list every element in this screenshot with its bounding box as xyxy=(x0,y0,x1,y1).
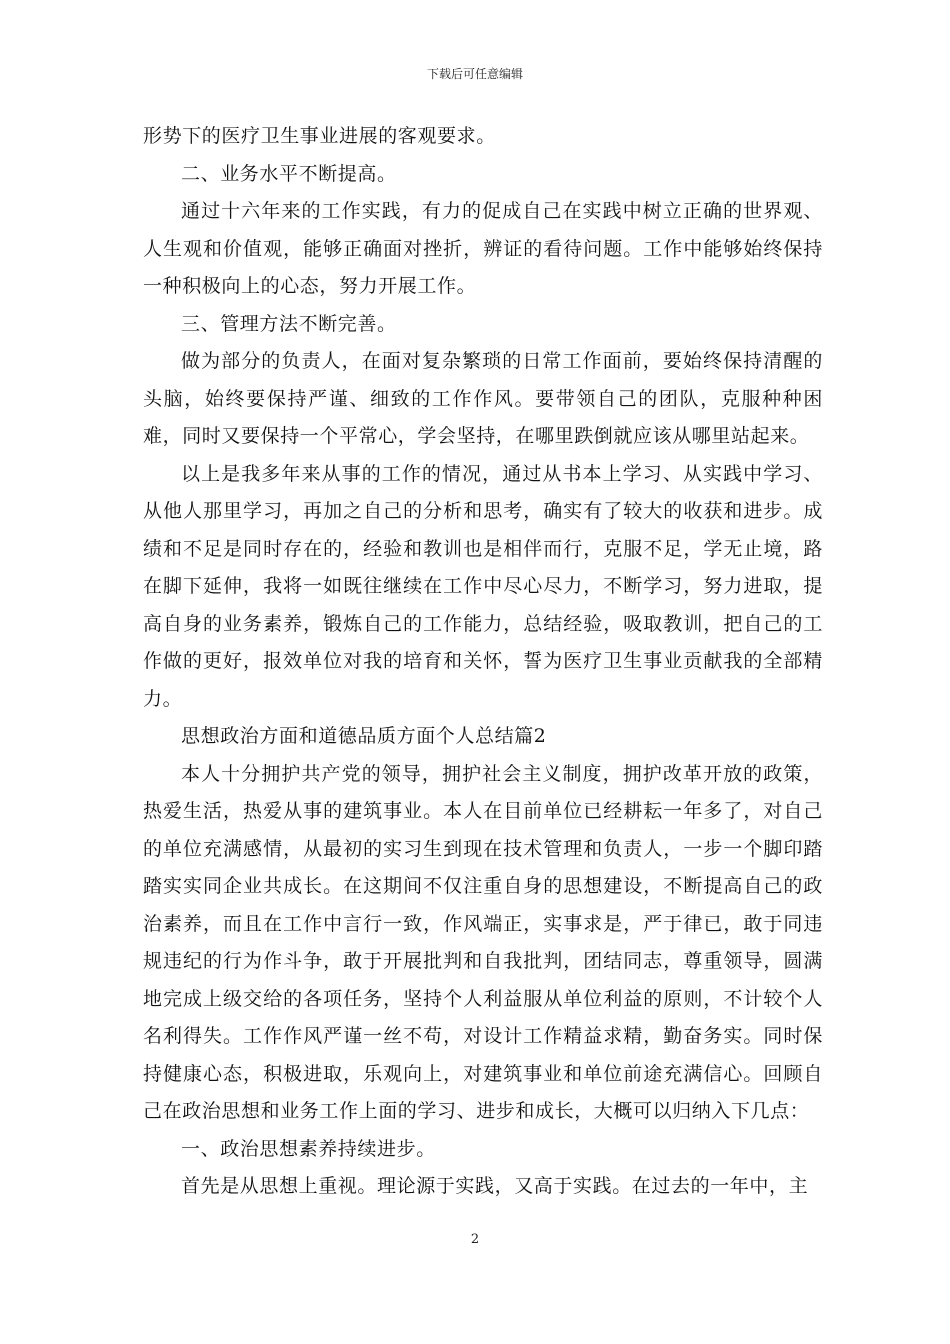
paragraph-8: 本人十分拥护共产党的领导，拥护社会主义制度，拥护改革开放的政策，热爱生活，热爱从事的建筑事业。本人在目前单位已经耕耘一年多了，对自己的单位充满感情，从最初的实习生到现在技术管理和负责人，一步一个脚印踏踏实实同企业共成长。在这期间不仅注重自身的思想建设，不断提高自己的政治素养，而且在工作中言行一致，作风端正，实事求是，严于律已，敢于同违规违纪的行为作斗争，敢于开展批判和自我批判，团结同志，尊重领导，圆满地完成上级交给的各项任务，坚持个人利益服从单位利益的原则，不计较个人名利得失。工作作风严谨一丝不苟，对设计工作精益求精，勤奋务实。同时保持健康心态，积极进取，乐观向上，对建筑事业和单位前途充满信心。回顾自己在政治思想和业务工作上面的学习、进步和成长，大概可以归纳入下几点： xyxy=(143,762,823,1122)
paragraph-3: 通过十六年来的工作实践，有力的促成自己在实践中树立正确的世界观、人生观和价值观，能够正确面对挫折，辨证的看待问题。工作中能够始终保持一种积极向上的心态，努力开展工作。 xyxy=(143,200,823,297)
page-header: 下载后可任意编辑 xyxy=(426,67,523,81)
paragraph-6: 以上是我多年来从事的工作的情况，通过从书本上学习、从实践中学习、从他人那里学习，再加之自己的分析和思考，确实有了较大的收获和进步。成绩和不足是同时存在的，经验和教训也是相伴而行，克服不足，学无止境，路在脚下延伸，我将一如既往继续在工作中尽心尽力，不断学习，努力进取，提高自身的业务素养，锻炼自己的工作能力，总结经验，吸取教训，把自己的工作做的更好，报效单位对我的培育和关怀，誓为医疗卫生事业贡献我的全部精力。 xyxy=(143,462,823,710)
section-title: 思想政治方面和道德品质方面个人总结篇2 xyxy=(181,725,547,747)
paragraph-9-heading: 一、政治思想素养持续进步。 xyxy=(181,1137,436,1160)
page-number: 2 xyxy=(470,1232,480,1247)
paragraph-5: 做为部分的负责人，在面对复杂繁琐的日常工作面前，要始终保持清醒的头脑，始终要保持严谨、细致的工作作风。要带领自己的团队，克服种种困难，同时又要保持一个平常心，学会坚持，在哪里跌倒就应该从哪里站起来。 xyxy=(143,350,823,447)
paragraph-4-heading: 三、管理方法不断完善。 xyxy=(181,312,397,335)
document-body xyxy=(143,118,823,1206)
paragraph-2-heading: 二、业务水平不断提高。 xyxy=(181,162,397,185)
paragraph-1: 形势下的医疗卫生事业进展的客观要求。 xyxy=(143,125,496,147)
paragraph-10: 首先是从思想上重视。理论源于实践，又高于实践。在过去的一年中，主 xyxy=(181,1175,809,1197)
